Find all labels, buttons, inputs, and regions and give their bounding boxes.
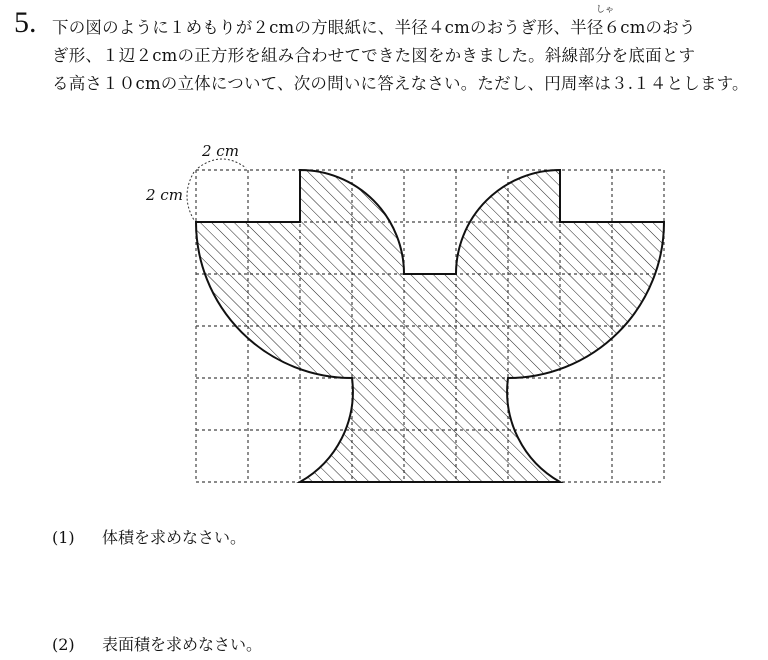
question-text	[52, 14, 756, 98]
hatched-region	[196, 170, 664, 482]
dimension-arc-left	[187, 172, 194, 220]
question-line-1: 下の図のように１めもりが２cmの方眼紙に、半径４cmのおうぎ形、半径６cmのおう	[52, 18, 696, 37]
ruby-annotation: しゃ	[596, 5, 615, 15]
subquestion-1	[52, 528, 246, 548]
question-line-3: る高さ１０cmの立体について、次の問いに答えなさい。ただし、円周率は３.１４とします。	[52, 74, 749, 93]
geometry-figure	[140, 140, 680, 494]
subquestion-2-number: (2)	[52, 635, 75, 654]
subquestion-1-number: (1)	[52, 528, 75, 547]
subquestion-2-text: 表面積を求めなさい。	[102, 635, 263, 654]
dimension-label-top: 2 cm	[202, 142, 239, 160]
question-line-2: ぎ形、１辺２cmの正方形を組み合わせてできた図をかきました。斜線部分を底面とす	[52, 46, 696, 65]
figure-svg	[140, 140, 680, 490]
question-number: 5.	[14, 6, 37, 39]
subquestion-1-text: 体積を求めなさい。	[102, 528, 247, 547]
subquestion-2	[52, 635, 262, 655]
dimension-arc-top	[198, 159, 246, 168]
dimension-label-left: 2 cm	[146, 186, 183, 204]
